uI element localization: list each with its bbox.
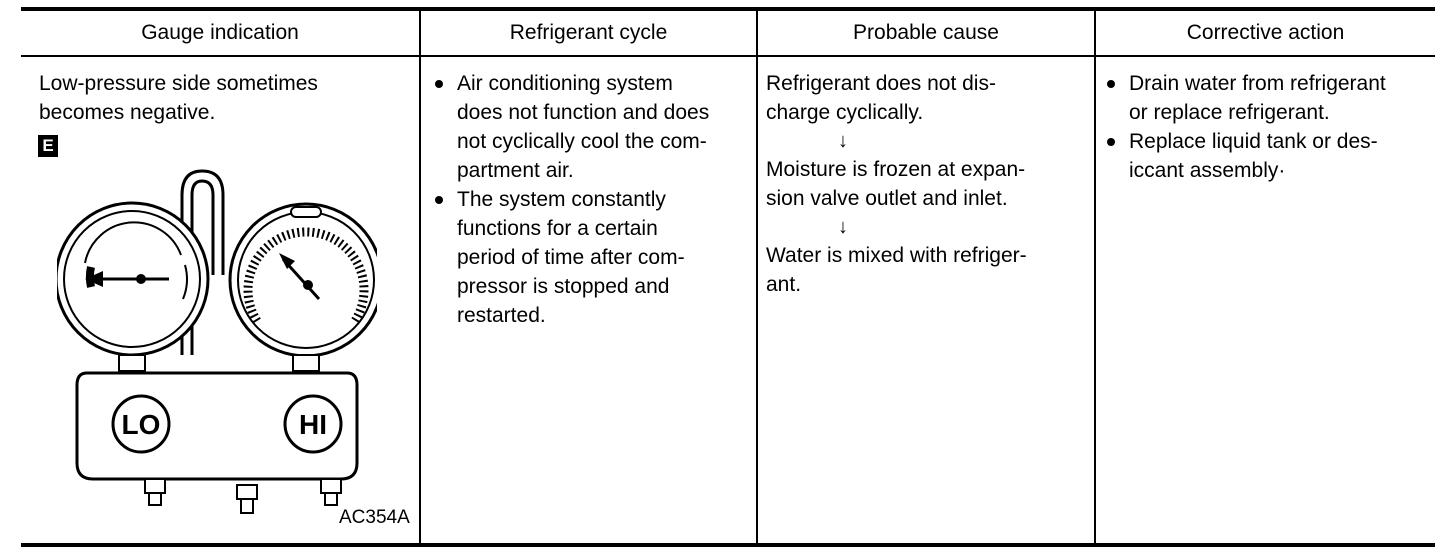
- manifold-gauge-illustration: [57, 167, 377, 527]
- symptom-badge: E: [38, 135, 58, 157]
- column-divider: [419, 11, 421, 543]
- list-item: Drain water from refrigerant or replace refrigerant.: [1101, 69, 1431, 127]
- low-pressure-gauge-icon: [57, 203, 208, 371]
- down-arrow-icon: ↓: [838, 130, 848, 152]
- column-divider: [1094, 11, 1096, 543]
- troubleshooting-table: [21, 7, 1435, 547]
- header-rule: [21, 55, 1435, 57]
- column-divider: [756, 11, 758, 543]
- down-arrow-icon: ↓: [838, 216, 848, 238]
- high-pressure-gauge-icon: [230, 204, 377, 371]
- bullet-icon: [435, 80, 443, 88]
- gauge-text-line: Low-pressure side sometimes: [39, 72, 318, 95]
- bullet-icon: [1107, 80, 1115, 88]
- probable-cause-cell: Refrigerant does not dis- charge cyclically. ↓ Moisture is frozen at expan- sion valve outlet and inlet. ↓ Water is mixed with refriger- ant.: [766, 69, 1086, 299]
- lo-label: LO: [121, 409, 161, 440]
- list-item: The system constantly functions for a certain period of time after com- pressor is stopped and restarted.: [429, 185, 749, 330]
- fittings-icon: [145, 479, 341, 513]
- gauge-text-line: becomes negative.: [39, 101, 216, 124]
- header-refrigerant-cycle: Refrigerant cycle: [509, 21, 668, 44]
- hi-label: HI: [299, 409, 327, 440]
- header-corrective-action: Corrective action: [1186, 21, 1345, 44]
- table-bottom-rule: [21, 543, 1435, 547]
- list-item: Replace liquid tank or des- iccant assembly·: [1101, 127, 1431, 185]
- header-gauge-indication: Gauge indication: [141, 21, 299, 44]
- figure-code: AC354A: [339, 507, 410, 528]
- bullet-icon: [435, 196, 443, 204]
- header-probable-cause: Probable cause: [853, 21, 999, 44]
- corrective-action-cell: [1101, 69, 1431, 185]
- gauge-indication-cell: [39, 69, 409, 127]
- bullet-icon: [1107, 138, 1115, 146]
- refrigerant-cycle-cell: [429, 69, 749, 330]
- list-item: Air conditioning system does not function and does not cyclically cool the com- partment air.: [429, 69, 749, 185]
